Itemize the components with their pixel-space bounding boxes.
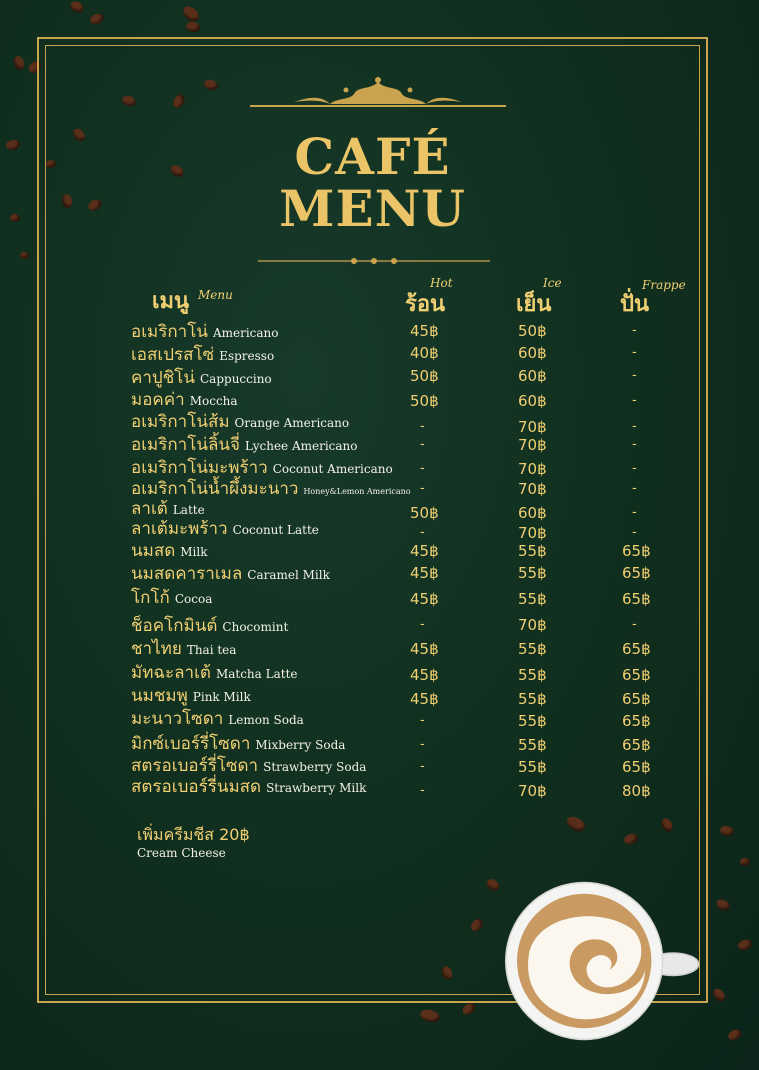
menu-item-en: Pink Milk (192, 690, 251, 704)
menu-item-th: โกโก้ (131, 588, 170, 608)
menu-item-name (131, 590, 212, 607)
menu-item-th: สตรอเบอร์รี่นมสด (131, 777, 262, 797)
price-frappe: 65฿ (622, 736, 651, 754)
price-frappe: 65฿ (622, 542, 651, 560)
menu-item-en: Latte (172, 503, 205, 517)
price-hot: - (420, 419, 425, 434)
price-ice: 60฿ (518, 392, 547, 410)
price-hot: 45฿ (410, 322, 439, 340)
price-frappe: - (632, 345, 637, 360)
menu-item-name (131, 566, 330, 583)
menu-item-en: Strawberry Soda (263, 760, 367, 774)
price-frappe: - (632, 419, 637, 434)
price-hot: 50฿ (410, 504, 439, 522)
menu-item-en: Strawberry Milk (266, 781, 367, 795)
menu-item-name (131, 414, 349, 431)
price-ice: 70฿ (518, 782, 547, 800)
price-frappe: 65฿ (622, 666, 651, 684)
price-frappe: - (632, 525, 637, 540)
menu-item-name (131, 437, 358, 454)
price-hot: - (420, 461, 425, 476)
menu-item-th: อเมริกาโน่ (131, 322, 208, 342)
menu-item-th: มัทฉะลาเต้ (131, 663, 211, 683)
menu-item-th: อเมริกาโน่ลิ้นจี่ (131, 435, 240, 455)
header-frappe-en: Frappe (642, 278, 686, 292)
menu-item-en: Honey&Lemon Americano (303, 487, 411, 496)
menu-item-name (131, 711, 304, 728)
price-ice: 60฿ (518, 504, 547, 522)
menu-item-th: สตรอเบอร์รี่โซดา (131, 756, 259, 776)
header-frappe-th: ปั่น (620, 292, 650, 317)
price-hot: 45฿ (410, 590, 439, 608)
menu-item-name (131, 324, 279, 341)
menu-item-en: Milk (180, 545, 208, 559)
menu-item-name (131, 641, 236, 658)
price-hot: 50฿ (410, 392, 439, 410)
price-frappe: - (632, 461, 637, 476)
menu-item-en: Thai tea (186, 643, 237, 657)
price-ice: 70฿ (518, 418, 547, 436)
menu-item-name (131, 758, 366, 775)
price-hot: 45฿ (410, 640, 439, 658)
price-frappe: - (632, 323, 637, 338)
menu-item-en: Mixberry Soda (255, 738, 346, 752)
price-hot: - (420, 617, 425, 632)
price-ice: 60฿ (518, 344, 547, 362)
price-ice: 55฿ (518, 736, 547, 754)
price-frappe: 65฿ (622, 758, 651, 776)
menu-item-th: อเมริกาโน่ส้ม (131, 412, 230, 432)
header-hot-th: ร้อน (405, 292, 446, 317)
header-menu-th: เมนู (152, 289, 190, 314)
price-hot: - (420, 713, 425, 728)
menu-item-th: มิกซ์เบอร์รี่โซดา (131, 734, 251, 754)
price-hot: - (420, 437, 425, 452)
menu-item-th: เอสเปรสโซ่ (131, 345, 215, 365)
menu-item-name (131, 392, 238, 409)
price-hot: 45฿ (410, 542, 439, 560)
menu-item-name (131, 481, 411, 498)
menu-item-name (131, 779, 366, 796)
menu-item-en: Matcha Latte (215, 667, 298, 681)
header-ice-th: เย็น (516, 292, 552, 317)
menu-item-en: Chocomint (222, 620, 289, 634)
menu-item-en: Coconut Americano (272, 462, 393, 476)
menu-item-th: อเมริกาโน่มะพร้าว (131, 458, 268, 478)
header-ice-en: Ice (543, 276, 562, 290)
extra-topping-th: เพิ่มครีมชีส 20฿ (137, 825, 250, 844)
menu-item-th: ช็อคโกมินต์ (131, 616, 218, 636)
menu-item-name (131, 460, 393, 477)
menu-item-th: นมสด (131, 541, 176, 561)
price-frappe: - (632, 481, 637, 496)
price-hot: - (420, 481, 425, 496)
price-ice: 55฿ (518, 564, 547, 582)
menu-item-name (131, 688, 251, 705)
menu-item-name (131, 618, 288, 635)
price-hot: 50฿ (410, 367, 439, 385)
menu-item-en: Espresso (219, 349, 275, 363)
divider-ornament-icon (258, 255, 490, 267)
price-frappe: - (632, 393, 637, 408)
price-ice: 60฿ (518, 367, 547, 385)
menu-item-name (131, 501, 205, 518)
price-frappe: 80฿ (622, 782, 651, 800)
menu-item-en: Orange Americano (234, 416, 350, 430)
menu-item-name (131, 347, 274, 364)
menu-item-name (131, 370, 272, 387)
menu-title-line2: MENU (279, 179, 466, 238)
flourish-ornament-icon (250, 76, 506, 112)
price-ice: 70฿ (518, 480, 547, 498)
price-ice: 70฿ (518, 616, 547, 634)
price-hot: - (420, 525, 425, 540)
menu-item-name (131, 736, 345, 753)
price-ice: 70฿ (518, 436, 547, 454)
menu-item-en: Lemon Soda (228, 713, 304, 727)
price-frappe: 65฿ (622, 564, 651, 582)
price-hot: 45฿ (410, 564, 439, 582)
price-frappe: - (632, 368, 637, 383)
menu-item-th: นมชมพู (131, 686, 188, 706)
menu-item-name (131, 543, 207, 560)
price-frappe: - (632, 617, 637, 632)
price-hot: - (420, 759, 425, 774)
price-ice: 55฿ (518, 690, 547, 708)
price-ice: 55฿ (518, 640, 547, 658)
price-ice: 70฿ (518, 524, 547, 542)
menu-item-en: Moccha (189, 394, 238, 408)
price-ice: 55฿ (518, 542, 547, 560)
menu-item-th: อเมริกาโน่น้ำผึ้งมะนาว (131, 479, 299, 499)
price-frappe: 65฿ (622, 640, 651, 658)
menu-item-en: Cocoa (174, 592, 213, 606)
price-frappe: 65฿ (622, 590, 651, 608)
menu-item-en: Caramel Milk (247, 568, 330, 582)
price-frappe: - (632, 505, 637, 520)
price-hot: 45฿ (410, 690, 439, 708)
menu-item-name (131, 665, 298, 682)
menu-item-name (131, 521, 319, 538)
menu-item-th: มอคค่า (131, 390, 185, 410)
price-ice: 55฿ (518, 712, 547, 730)
price-frappe: 65฿ (622, 690, 651, 708)
extra-topping-en: Cream Cheese (137, 846, 226, 860)
latte-cup-icon (505, 862, 705, 1060)
price-ice: 50฿ (518, 322, 547, 340)
price-hot: - (420, 783, 425, 798)
menu-item-en: Cappuccino (200, 372, 272, 386)
menu-item-en: Americano (212, 326, 279, 340)
menu-item-th: ลาเต้ (131, 499, 168, 519)
menu-item-en: Coconut Latte (232, 523, 319, 537)
price-ice: 55฿ (518, 758, 547, 776)
price-frappe: - (632, 437, 637, 452)
price-frappe: 65฿ (622, 712, 651, 730)
price-hot: 45฿ (410, 666, 439, 684)
price-ice: 55฿ (518, 590, 547, 608)
price-hot: 40฿ (410, 344, 439, 362)
menu-item-th: ลาเต้มะพร้าว (131, 519, 228, 539)
menu-title-line1: CAFÉ (294, 127, 451, 186)
menu-item-th: คาปูชิโน่ (131, 368, 195, 388)
price-ice: 55฿ (518, 666, 547, 684)
header-hot-en: Hot (430, 276, 453, 290)
price-hot: - (420, 737, 425, 752)
header-menu-en: Menu (198, 288, 233, 302)
menu-item-en: Lychee Americano (244, 439, 358, 453)
menu-item-th: มะนาวโซดา (131, 709, 224, 729)
menu-item-th: ชาไทย (131, 639, 182, 659)
menu-item-th: นมสดคาราเมล (131, 564, 243, 584)
price-ice: 70฿ (518, 460, 547, 478)
